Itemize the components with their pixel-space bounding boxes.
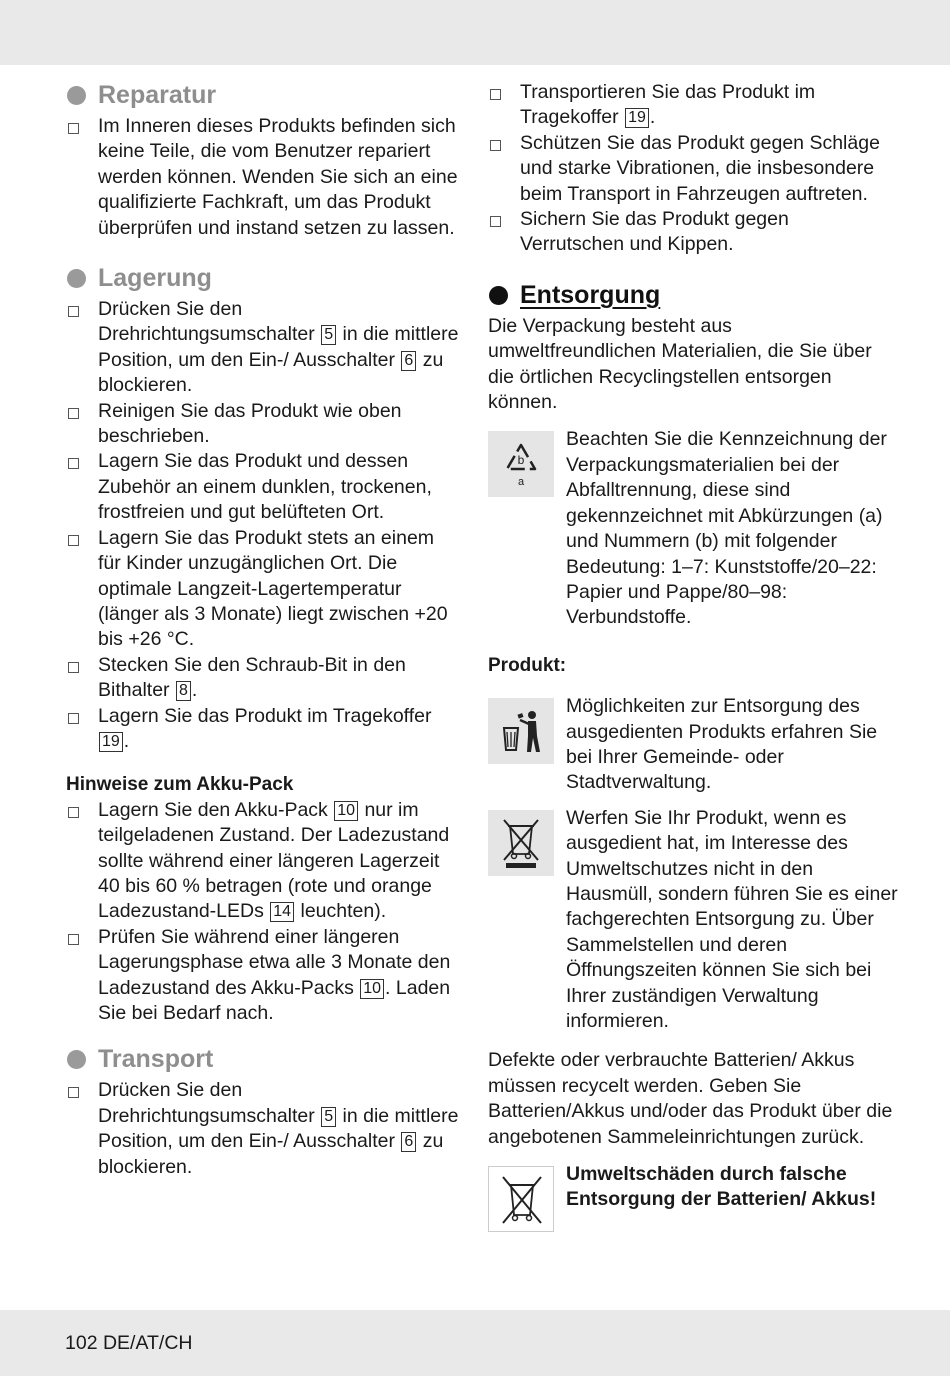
section-heading-transport: Transport — [66, 1044, 461, 1074]
checkbox-icon — [68, 408, 79, 419]
left-column — [66, 80, 461, 1180]
top-band — [0, 0, 950, 65]
svg-text:a: a — [517, 476, 525, 489]
list-item: Drücken Sie den Drehrichtungsumschalter 5 in die mittlere Position, um den Ein-/ Ausschalter 6 zu blockieren. — [66, 297, 461, 399]
list-item: Drücken Sie den Drehrichtungsumschalter 5 in die mittlere Position, um den Ein-/ Ausschalter 6 zu blockieren. — [66, 1078, 461, 1180]
list-item: Schützen Sie das Produkt gegen Schläge und starke Vibrationen, die insbesondere beim Transport in Fahrzeugen auftreten. — [488, 131, 898, 207]
checkbox-icon — [68, 662, 79, 673]
battery-warning-text: Umweltschäden durch falsche Entsorgung der Batterien/ Akkus! — [566, 1163, 877, 1211]
transport-list — [66, 1078, 461, 1180]
batteries-text: Defekte oder verbrauchte Batterien/ Akkus müssen recycelt werden. Geben Sie Batterien/Akkus und/oder das Produkt über die angebotenen Sammeleinrichtungen zurück. — [488, 1049, 893, 1148]
section-heading-reparatur: Reparatur — [66, 80, 461, 110]
checkbox-icon — [490, 140, 501, 151]
reference-number: 5 — [321, 325, 336, 345]
checkbox-icon — [68, 458, 79, 469]
svg-text:b: b — [517, 453, 525, 468]
recycle-icon — [488, 431, 554, 497]
list-item: Transportieren Sie das Produkt im Tragekoffer 19 . — [488, 80, 898, 131]
right-column — [488, 80, 898, 1213]
reference-number: 19 — [625, 108, 649, 128]
reference-number: 5 — [321, 1107, 336, 1127]
list-item: Lagern Sie das Produkt und dessen Zubehör an einem dunklen, trockenen, frostfreien und gut belüfteten Ort. — [66, 449, 461, 525]
reparatur-list — [66, 114, 461, 241]
checkbox-icon — [68, 934, 79, 945]
reference-number: 10 — [360, 979, 384, 999]
list-item: Sichern Sie das Produkt gegen Verrutschen und Kippen. — [488, 207, 898, 258]
entsorgung-intro: Die Verpackung besteht aus umweltfreundlichen Materialien, die Sie über die örtlichen Recyclingstellen entsorgen können. — [488, 314, 872, 414]
produkt-note — [488, 694, 898, 796]
checkbox-icon — [68, 1087, 79, 1098]
reference-number: 6 — [401, 351, 416, 371]
tidyman-icon — [488, 698, 554, 764]
crossed-bin-icon — [488, 1166, 554, 1232]
weee-note — [488, 806, 898, 1035]
list-item: Stecken Sie den Schraub-Bit in den Bithalter 8 . — [66, 653, 461, 704]
reference-number: 6 — [401, 1132, 416, 1152]
section-heading-lagerung: Lagerung — [66, 263, 461, 293]
akku-list — [66, 798, 461, 1027]
list-item: Lagern Sie das Produkt im Tragekoffer 19 . — [66, 704, 461, 755]
transport-continued-list — [488, 80, 898, 258]
bullet-dot-icon — [67, 1050, 86, 1069]
reference-number: 8 — [176, 681, 191, 701]
reference-number: 10 — [334, 801, 358, 821]
subheading-akku-pack: Hinweise zum Akku-Pack — [66, 774, 294, 796]
list-item: Im Inneren dieses Produkts befinden sich keine Teile, die vom Benutzer repariert werden können. Wenden Sie sich an eine qualifizierte Fachkraft, um das Produkt überprüfen und instand setzen zu lassen. — [66, 114, 461, 241]
list-item: Reinigen Sie das Produkt wie oben beschrieben. — [66, 399, 461, 450]
checkbox-icon — [68, 713, 79, 724]
recycling-text: Beachten Sie die Kennzeichnung der Verpackungsmaterialien bei der Abfalltrennung, diese sind gekennzeichnet mit Abkürzungen (a) und Nummern (b) mit folgender Bedeutung: 1–7: Kunststoffe/20–22: Papier und Pappe/80–98: Verbundstoffe. — [566, 428, 887, 629]
bullet-dot-icon — [67, 269, 86, 288]
checkbox-icon — [68, 535, 79, 546]
bullet-dot-icon — [67, 86, 86, 105]
section-heading-entsorgung: Entsorgung — [488, 280, 898, 310]
produkt-label: Produkt: — [488, 654, 567, 676]
crossed-bin-icon — [488, 810, 554, 876]
checkbox-icon — [68, 306, 79, 317]
list-item: Lagern Sie das Produkt stets an einem für Kinder unzugänglichen Ort. Die optimale Langzeit-Lagertemperatur (länger als 3 Monate) liegt zwischen +20 bis +26 °C. — [66, 526, 461, 653]
checkbox-icon — [490, 216, 501, 227]
weee-text: Werfen Sie Ihr Produkt, wenn es ausgedient hat, im Interesse des Umweltschutzes nicht in den Hausmüll, sondern führen Sie es einer fachgerechten Entsorgung zu. Über Sammelstellen und deren Öffnungszeiten können Sie sich bei Ihrer zuständigen Verwaltung informieren. — [566, 806, 898, 1032]
list-item: Lagern Sie den Akku-Pack 10 nur im teilgeladenen Zustand. Der Ladezustand sollte während einer längeren Lagerzeit 40 bis 60 % betragen (rote und orange Ladezustand-LEDs 14 leuchten). — [66, 798, 461, 925]
checkbox-icon — [68, 807, 79, 818]
recycling-note — [488, 427, 898, 630]
checkbox-icon — [68, 123, 79, 134]
list-item: Prüfen Sie während einer längeren Lagerungsphase etwa alle 3 Monate den Ladezustand des Akku-Packs 10 . Laden Sie bei Bedarf nach. — [66, 925, 461, 1027]
lagerung-list — [66, 297, 461, 754]
checkbox-icon — [490, 89, 501, 100]
reference-number: 19 — [99, 732, 123, 752]
bullet-dot-icon — [489, 286, 508, 305]
page-footer: 102 DE/AT/CH — [65, 1332, 193, 1354]
battery-warning — [488, 1162, 898, 1213]
reference-number: 14 — [270, 902, 294, 922]
produkt-text: Möglichkeiten zur Entsorgung des ausgedienten Produkts erfahren Sie bei Ihrer Gemeinde- oder Stadtverwaltung. — [566, 695, 878, 794]
